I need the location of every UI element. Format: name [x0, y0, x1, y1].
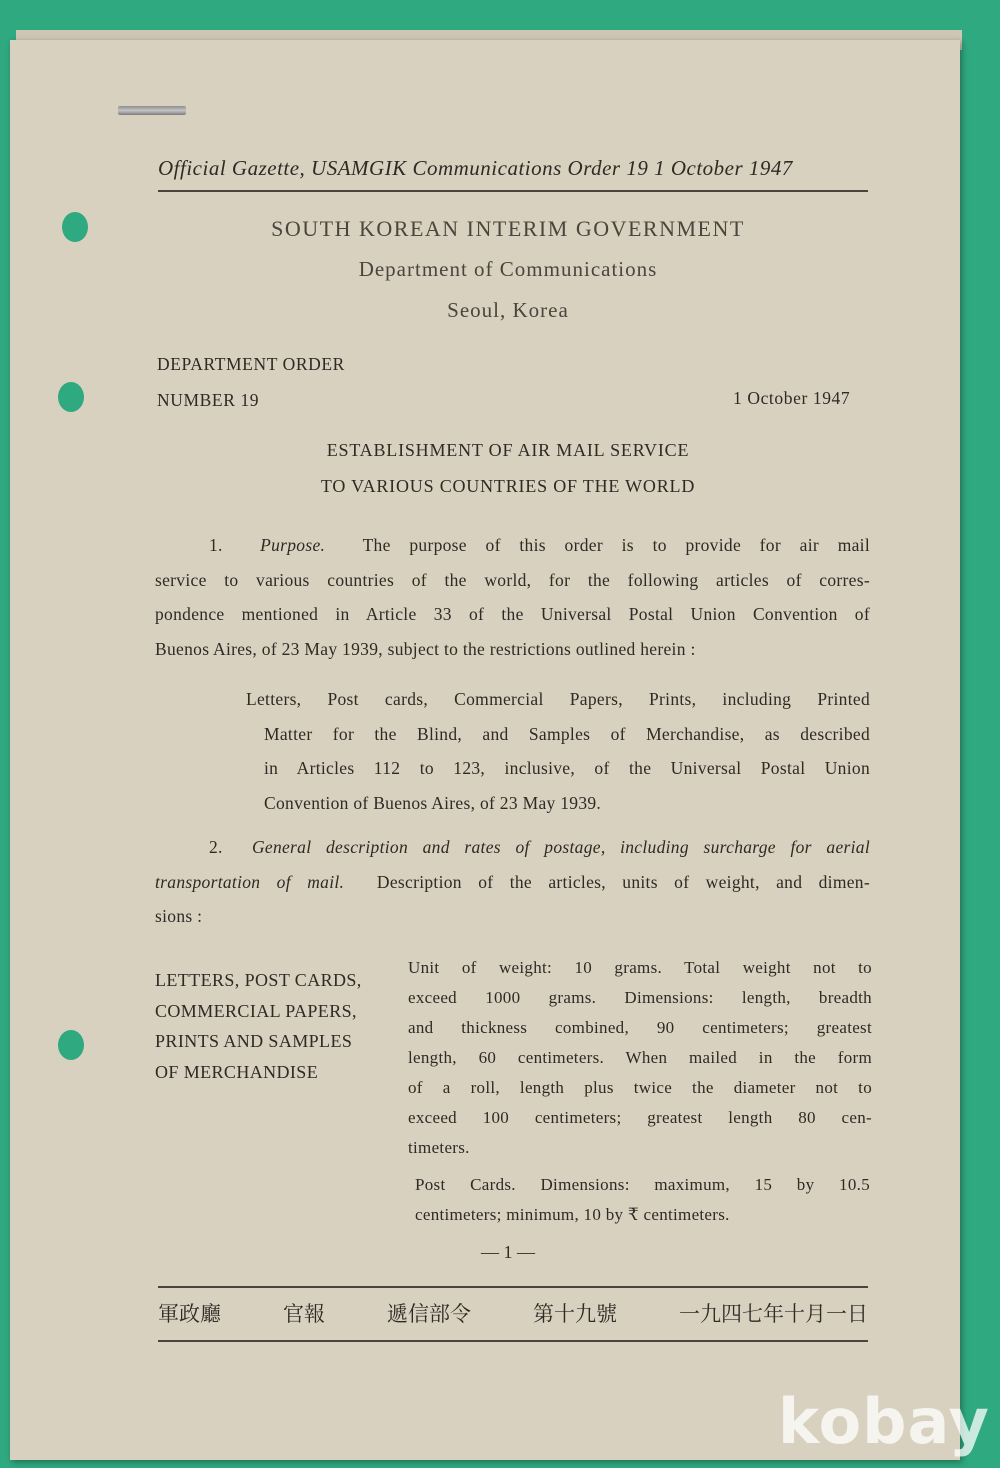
footer-item: 官報 — [283, 1302, 325, 1326]
category-label — [155, 965, 395, 1087]
section-2-paragraph — [155, 830, 870, 934]
articles-list — [246, 682, 870, 820]
watermark-logo: kobay — [778, 1385, 990, 1458]
category-line: OF MERCHANDISE — [155, 1061, 319, 1082]
articles-line: Convention of Buenos Aires, of 23 May 1939. — [264, 792, 602, 813]
footer-rule-top — [158, 1286, 868, 1288]
department-name: Department of Communications — [358, 257, 658, 281]
section-1-line: pondence mentioned in Article 33 of the Universal Postal Union Convention of — [155, 604, 870, 624]
weight-line: timeters. — [408, 1138, 470, 1157]
weight-line: of a roll, length plus twice the diameter not to — [408, 1078, 872, 1097]
articles-line: Matter for the Blind, and Samples of Merchandise, as described — [264, 723, 870, 744]
footer-rule-bottom — [158, 1340, 868, 1342]
articles-line: Letters, Post cards, Commercial Papers, Prints, including Printed — [246, 689, 870, 709]
footer — [158, 1298, 868, 1328]
government-name: SOUTH KOREAN INTERIM GOVERNMENT — [271, 216, 745, 241]
punch-hole — [58, 382, 84, 412]
order-date: 1 October 1947 — [733, 388, 851, 408]
category-line: LETTERS, POST CARDS, — [155, 970, 362, 990]
staple — [118, 106, 186, 115]
location: Seoul, Korea — [447, 298, 569, 322]
weight-line: exceed 100 centimeters; greatest length 80 cen- — [408, 1108, 872, 1127]
punch-hole — [58, 1030, 84, 1060]
weight-line: length, 60 centimeters. When mailed in the form — [408, 1048, 872, 1067]
order-number: NUMBER 19 — [157, 390, 260, 410]
footer-item: 第十九號 — [533, 1302, 617, 1326]
footer-item: 一九四七年十月一日 — [679, 1302, 868, 1326]
section-1-line: service to various countries of the world, for the following articles of corres- — [155, 569, 870, 590]
page-number: — 1 — — [481, 1242, 535, 1262]
articles-line: in Articles 112 to 123, inclusive, of the Universal Postal Union — [264, 758, 870, 778]
weight-line: exceed 1000 grams. Dimensions: length, breadth — [408, 988, 872, 1007]
punch-hole — [62, 212, 88, 242]
weight-description — [408, 953, 872, 1163]
footer-item: 軍政廳 — [158, 1302, 221, 1326]
section-1-line: Buenos Aires, of 23 May 1939, subject to the restrictions outlined herein : — [155, 638, 696, 659]
section-2-line: transportation of mail. Description of the articles, units of weight, and dimen- — [155, 871, 870, 892]
category-line: COMMERCIAL PAPERS, — [155, 1000, 357, 1021]
header-rule — [158, 190, 868, 192]
postcard-line: centimeters; minimum, 10 by ₹ centimeters. — [415, 1205, 730, 1224]
footer-item: 遞信部令 — [387, 1302, 471, 1326]
section-1-paragraph — [155, 528, 870, 666]
title-line-2: TO VARIOUS COUNTRIES OF THE WORLD — [320, 476, 696, 496]
order-label: DEPARTMENT ORDER — [157, 354, 345, 374]
section-2-line: 2. General description and rates of postage, including surcharge for aerial — [209, 837, 870, 857]
gazette-header: Official Gazette, USAMGIK Communications Order 19 1 October 1947 — [158, 156, 793, 180]
title-line-1: ESTABLISHMENT OF AIR MAIL SERVICE — [326, 440, 690, 460]
weight-line: Unit of weight: 10 grams. Total weight not to — [408, 958, 872, 977]
section-1-line: 1. Purpose. The purpose of this order is to provide for air mail — [209, 535, 870, 555]
category-line: PRINTS AND SAMPLES — [155, 1031, 353, 1051]
postcard-description — [415, 1170, 870, 1230]
section-2-line: sions : — [155, 906, 203, 926]
weight-line: and thickness combined, 90 centimeters; greatest — [408, 1018, 872, 1037]
postcard-line: Post Cards. Dimensions: maximum, 15 by 10.5 — [415, 1175, 870, 1194]
